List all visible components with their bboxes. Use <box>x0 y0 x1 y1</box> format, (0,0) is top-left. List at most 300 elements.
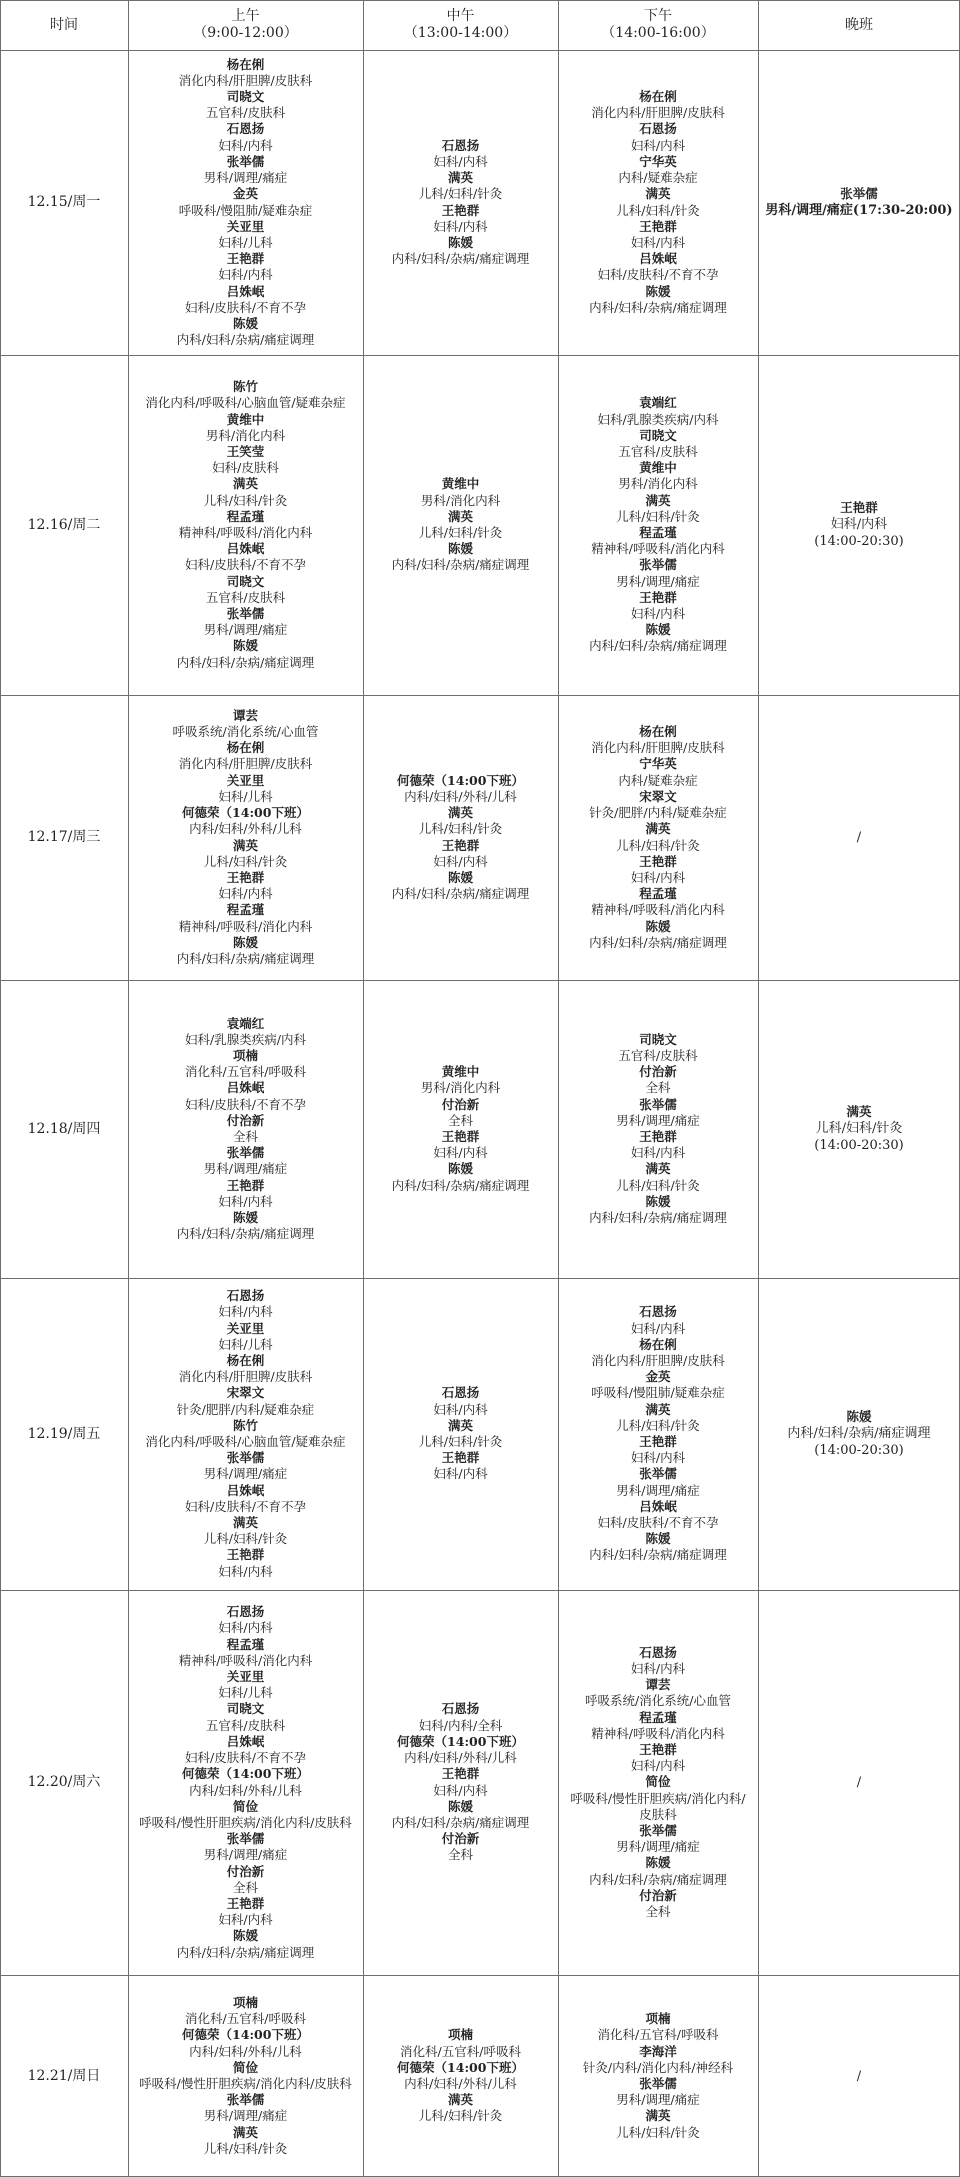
doctor-name: 吕姝岷 <box>226 283 265 299</box>
doctor-name: 王艳群 <box>840 499 878 515</box>
doctor-department: 男科/调理/痛症 <box>203 1161 288 1177</box>
doctor-name: 满英 <box>645 2108 671 2124</box>
night-shift-text: / <box>856 830 862 845</box>
doctor-name: 陈媛 <box>447 869 473 885</box>
doctor-name: 程孟瑾 <box>226 902 265 918</box>
doctor-department: 男科/消化内科 <box>420 492 501 508</box>
date-label: 12.19/周五 <box>27 1425 101 1442</box>
day-cell <box>0 695 128 980</box>
doctor-name: 石恩扬 <box>226 1604 265 1620</box>
doctor-department: 男科/调理/痛症 <box>616 1112 700 1128</box>
doctor-department-continued: 皮肤科 <box>639 1806 677 1822</box>
doctor-department: 消化内科/呼吸科/心脑血管/疑难杂症 <box>145 395 346 411</box>
doctor-name: 石恩扬 <box>441 1701 480 1717</box>
doctor-name: 付治新 <box>226 1863 265 1879</box>
doctor-name: 杨在俐 <box>226 56 265 72</box>
header-afternoon-cell <box>558 0 758 50</box>
doctor-name: 杨在俐 <box>226 1352 265 1368</box>
night-shift-text: 内科/妇科/杂病/痛症调理 <box>787 1426 931 1442</box>
doctor-department: 儿科/妇科/针灸 <box>616 1417 700 1433</box>
doctor-name: 陈媛 <box>232 1210 258 1226</box>
header-morning-time: （9:00-12:00） <box>193 25 298 41</box>
doctor-department: 全科 <box>645 1904 671 1920</box>
doctor-name: 王艳群 <box>226 1177 265 1193</box>
night-cell <box>758 1975 960 2177</box>
grid-line-horizontal <box>0 980 960 981</box>
grid-line-horizontal <box>0 695 960 696</box>
doctor-department: 内科/妇科/杂病/痛症调理 <box>391 1814 530 1830</box>
doctor-department: 妇科/内科 <box>630 137 686 153</box>
doctor-department: 男科/调理/痛症 <box>616 573 700 589</box>
doctor-name: 张举儒 <box>226 1831 265 1847</box>
doctor-name: 付治新 <box>226 1112 265 1128</box>
doctor-name: 满英 <box>645 821 671 837</box>
doctor-name: 金英 <box>232 186 258 202</box>
doctor-department: 妇科/内科 <box>630 869 686 885</box>
doctor-name: 王艳群 <box>441 1129 480 1144</box>
grid-line-vertical <box>128 0 129 2177</box>
doctor-department: 男科/消化内科 <box>205 427 286 443</box>
doctor-name: 项楠 <box>645 2011 671 2027</box>
doctor-department: 内科/妇科/杂病/痛症调理 <box>589 934 727 950</box>
day-cell <box>0 355 128 695</box>
day-cell <box>0 980 128 1278</box>
header-noon-label: 中午 <box>446 8 475 24</box>
night-shift-text: / <box>856 2068 862 2084</box>
morning-cell <box>128 1975 363 2177</box>
doctor-name: 付治新 <box>441 1096 480 1112</box>
day-cell <box>0 1278 128 1590</box>
afternoon-cell <box>558 695 758 980</box>
doctor-name: 李海洋 <box>639 2043 677 2059</box>
doctor-department: 妇科/内科 <box>433 1145 488 1161</box>
doctor-name: 杨在俐 <box>226 740 265 756</box>
grid-line-horizontal <box>0 0 960 1</box>
doctor-department: 儿科/妇科/针灸 <box>418 186 503 202</box>
doctor-name: 程孟瑾 <box>226 1636 265 1652</box>
doctor-department: 妇科/内科 <box>630 1450 686 1466</box>
grid-line-horizontal <box>0 1278 960 1279</box>
doctor-name: 满英 <box>645 1161 671 1177</box>
doctor-department: 男科/调理/痛症 <box>203 1847 288 1863</box>
doctor-name: 王艳群 <box>441 1766 480 1782</box>
doctor-name: 张举儒 <box>639 1096 677 1112</box>
doctor-department: 儿科/妇科/针灸 <box>616 837 700 853</box>
doctor-department: 针灸/肥胖/内科/疑难杂症 <box>589 805 727 821</box>
doctor-department: 妇科/内科 <box>630 1145 686 1161</box>
doctor-name: 简俭 <box>645 1774 671 1790</box>
doctor-name: 陈媛 <box>645 1531 671 1547</box>
grid-line-horizontal <box>0 1590 960 1591</box>
doctor-name: 袁端红 <box>226 1015 265 1031</box>
doctor-department: 内科/妇科/外科/儿科 <box>189 2043 302 2059</box>
doctor-department: 消化科/五官科/呼吸科 <box>185 1064 306 1080</box>
doctor-name: 杨在俐 <box>639 89 677 105</box>
doctor-department: 针灸/内科/消化内科/神经科 <box>582 2059 734 2075</box>
doctor-name: 满英 <box>645 1401 671 1417</box>
doctor-name: 满英 <box>232 837 258 853</box>
doctor-department: 消化内科/肝胆脾/皮肤科 <box>178 756 313 772</box>
doctor-department: 妇科/内科 <box>630 234 686 250</box>
afternoon-cell <box>558 50 758 355</box>
doctor-department: 男科/调理/痛症 <box>616 1839 700 1855</box>
afternoon-cell <box>558 355 758 695</box>
doctor-name: 满英 <box>232 476 258 492</box>
afternoon-cell <box>558 980 758 1278</box>
doctor-department: 妇科/内科/全科 <box>418 1717 503 1733</box>
doctor-name: 黄维中 <box>639 460 677 476</box>
night-cell <box>758 1590 960 1975</box>
night-cell <box>758 1278 960 1590</box>
doctor-department: 呼吸科/慢性肝胆疾病/消化内科/皮肤科 <box>139 1814 352 1830</box>
noon-cell <box>363 695 558 980</box>
doctor-name: 何德荣（14:00下班） <box>397 1733 524 1749</box>
doctor-name: 简俭 <box>232 1798 258 1814</box>
doctor-name: 司晓文 <box>226 1701 265 1717</box>
night-shift-time: (14:00-20:30) <box>814 1138 904 1154</box>
doctor-name: 石恩扬 <box>639 121 677 137</box>
doctor-department: 妇科/内科 <box>433 218 488 234</box>
doctor-name: 陈媛 <box>645 283 671 299</box>
doctor-department: 内科/妇科/杂病/痛症调理 <box>589 638 727 654</box>
doctor-name: 石恩扬 <box>441 1385 480 1401</box>
header-night-label: 晚班 <box>845 16 873 33</box>
doctor-department: 妇科/内科 <box>433 1466 488 1482</box>
doctor-department: 内科/妇科/杂病/痛症调理 <box>391 886 530 902</box>
header-time-label: 时间 <box>50 16 78 33</box>
doctor-department: 男科/调理/痛症 <box>616 1482 700 1498</box>
noon-cell <box>363 980 558 1278</box>
doctor-name: 何德荣（14:00下班） <box>182 1766 309 1782</box>
doctor-name: 付治新 <box>639 1064 677 1080</box>
doctor-department: 内科/妇科/外科/儿科 <box>189 1782 302 1798</box>
doctor-name: 吕姝岷 <box>226 1733 265 1749</box>
doctor-name: 张举儒 <box>639 557 677 573</box>
doctor-department: 妇科/乳腺类疾病/内科 <box>597 411 719 427</box>
doctor-name: 陈媛 <box>447 234 473 250</box>
date-label: 12.21/周日 <box>27 2067 101 2084</box>
doctor-department: 全科 <box>447 1847 473 1863</box>
doctor-name: 满英 <box>645 492 671 508</box>
doctor-department: 妇科/内科 <box>218 137 273 153</box>
doctor-department: 妇科/内科 <box>218 1563 273 1579</box>
doctor-department: 妇科/儿科 <box>218 234 273 250</box>
morning-cell <box>128 50 363 355</box>
doctor-name: 项楠 <box>232 1994 258 2010</box>
doctor-department: 妇科/皮肤科/不育不孕 <box>185 1750 306 1766</box>
doctor-name: 黄维中 <box>441 476 480 492</box>
doctor-name: 王艳群 <box>441 202 480 218</box>
night-shift-time: (14:00-20:30) <box>814 1443 904 1459</box>
noon-cell <box>363 50 558 355</box>
doctor-name: 张举儒 <box>226 1450 265 1466</box>
doctor-name: 满英 <box>232 1515 258 1531</box>
doctor-name: 司晓文 <box>226 89 265 105</box>
doctor-department: 儿科/妇科/针灸 <box>616 1177 700 1193</box>
doctor-name: 满英 <box>447 1417 473 1433</box>
doctor-name: 吕姝岷 <box>226 541 265 557</box>
grid-line-vertical <box>558 0 559 2177</box>
doctor-name: 陈媛 <box>447 1798 473 1814</box>
doctor-name: 程孟瑾 <box>226 508 265 524</box>
doctor-department: 内科/妇科/杂病/痛症调理 <box>176 950 315 966</box>
doctor-department: 男科/消化内科 <box>618 476 698 492</box>
doctor-name: 关亚里 <box>226 218 265 234</box>
doctor-department: 消化内科/肝胆脾/皮肤科 <box>591 1352 725 1368</box>
grid-line-vertical <box>0 0 1 2177</box>
doctor-department: 消化内科/肝胆脾/皮肤科 <box>591 105 725 121</box>
doctor-department: 儿科/妇科/针灸 <box>203 1531 288 1547</box>
doctor-name: 程孟瑾 <box>639 525 677 540</box>
doctor-name: 司晓文 <box>639 427 677 443</box>
doctor-name: 陈媛 <box>447 1161 473 1177</box>
doctor-name: 张举儒 <box>840 185 878 201</box>
night-cell <box>758 695 960 980</box>
doctor-department: 内科/妇科/杂病/痛症调理 <box>391 251 530 267</box>
day-cell <box>0 50 128 355</box>
night-cell <box>758 355 960 695</box>
doctor-name: 程孟瑾 <box>639 886 677 902</box>
doctor-department: 妇科/内科 <box>218 1620 273 1636</box>
doctor-name: 付治新 <box>441 1831 480 1847</box>
day-cell <box>0 1590 128 1975</box>
doctor-name: 王艳群 <box>639 1741 677 1757</box>
doctor-department: 呼吸科/慢性肝胆疾病/消化内科/ <box>570 1790 746 1806</box>
doctor-department: 妇科/皮肤科/不育不孕 <box>185 1096 306 1112</box>
day-cell <box>0 1975 128 2177</box>
afternoon-cell <box>558 1975 758 2177</box>
doctor-department: 男科/调理/痛症 <box>203 170 288 186</box>
doctor-name: 杨在俐 <box>639 1336 677 1352</box>
doctor-name: 张举儒 <box>226 606 265 622</box>
doctor-department: 五官科/皮肤科 <box>205 589 286 605</box>
doctor-department: 精神科/呼吸科/消化内科 <box>591 1725 725 1741</box>
doctor-name: 谭芸 <box>232 707 258 723</box>
header-morning-cell <box>128 0 363 50</box>
header-time-cell <box>0 0 128 50</box>
night-shift-text: / <box>856 1775 862 1790</box>
doctor-name: 何德荣（14:00下班） <box>182 2027 309 2043</box>
date-label: 12.18/周四 <box>27 1120 101 1137</box>
morning-cell <box>128 1278 363 1590</box>
doctor-department: 针灸/肥胖/内科/疑难杂症 <box>176 1401 315 1417</box>
morning-cell <box>128 1590 363 1975</box>
doctor-department: 妇科/内科 <box>630 606 686 622</box>
doctor-department: 五官科/皮肤科 <box>205 1717 286 1733</box>
doctor-name: 陈媛 <box>645 918 671 934</box>
doctor-department: 妇科/儿科 <box>218 1336 273 1352</box>
night-cell <box>758 980 960 1278</box>
doctor-name: 金英 <box>645 1369 671 1385</box>
doctor-name: 张举儒 <box>226 1145 265 1161</box>
doctor-department: 儿科/妇科/针灸 <box>203 853 288 869</box>
noon-cell <box>363 1590 558 1975</box>
doctor-department: 全科 <box>447 1112 473 1128</box>
doctor-department: 妇科/内科 <box>218 1193 273 1209</box>
date-label: 12.20/周六 <box>27 1774 101 1791</box>
doctor-department: 妇科/皮肤科/不育不孕 <box>185 557 306 573</box>
noon-cell <box>363 1278 558 1590</box>
doctor-name: 王艳群 <box>441 837 480 853</box>
morning-cell <box>128 695 363 980</box>
doctor-department: 儿科/妇科/针灸 <box>203 2140 288 2156</box>
doctor-name: 何德荣（14:00下班） <box>397 772 524 788</box>
doctor-name: 陈媛 <box>447 541 473 557</box>
doctor-department: 妇科/内科 <box>218 1912 273 1928</box>
doctor-department: 全科 <box>232 1879 258 1895</box>
doctor-department: 精神科/呼吸科/消化内科 <box>591 541 725 557</box>
doctor-department: 男科/调理/痛症 <box>203 2108 288 2124</box>
afternoon-cell <box>558 1590 758 1975</box>
grid-line-horizontal <box>0 1975 960 1976</box>
header-morning-label: 上午 <box>231 8 260 24</box>
doctor-name: 陈媛 <box>846 1408 872 1424</box>
header-afternoon-label: 下午 <box>644 8 672 24</box>
doctor-name: 宋翠文 <box>226 1385 265 1401</box>
doctor-department: 妇科/内科 <box>433 1401 488 1417</box>
doctor-name: 宁华英 <box>639 153 677 169</box>
doctor-name: 何德荣（14:00下班） <box>397 2059 524 2075</box>
doctor-name: 张举儒 <box>639 1466 677 1482</box>
doctor-department: 儿科/妇科/针灸 <box>616 508 700 524</box>
header-afternoon-time: （14:00-16:00） <box>601 25 715 41</box>
grid-line-horizontal <box>0 50 960 51</box>
morning-cell <box>128 980 363 1278</box>
doctor-department: 消化内科/肝胆脾/皮肤科 <box>178 72 313 88</box>
doctor-name: 袁端红 <box>639 395 677 411</box>
doctor-name: 吕姝岷 <box>639 251 677 267</box>
doctor-name: 石恩扬 <box>639 1304 677 1320</box>
doctor-department: 妇科/内科 <box>630 1320 686 1336</box>
doctor-name: 满英 <box>232 2124 258 2140</box>
doctor-department: 妇科/内科 <box>630 1660 686 1676</box>
doctor-department: 儿科/妇科/针灸 <box>418 2108 503 2124</box>
doctor-department: 妇科/皮肤科 <box>212 460 279 476</box>
noon-cell <box>363 1975 558 2177</box>
doctor-name: 黄维中 <box>226 411 265 427</box>
doctor-department: 儿科/妇科/针灸 <box>418 821 503 837</box>
doctor-department: 内科/妇科/杂病/痛症调理 <box>589 1547 727 1563</box>
doctor-department: 五官科/皮肤科 <box>205 105 286 121</box>
doctor-name: 陈媛 <box>232 638 258 654</box>
doctor-department: 精神科/呼吸科/消化内科 <box>178 1652 313 1668</box>
doctor-name: 宁华英 <box>639 756 677 772</box>
doctor-department: 五官科/皮肤科 <box>618 443 698 459</box>
doctor-department: 男科/调理/痛症 <box>616 2092 700 2108</box>
night-shift-time: (14:00-20:30) <box>814 534 904 550</box>
doctor-name: 王艳群 <box>639 1434 677 1449</box>
doctor-name: 王艳群 <box>226 1547 265 1563</box>
doctor-department: 全科 <box>645 1080 671 1096</box>
doctor-department: 内科/妇科/外科/儿科 <box>404 2076 517 2091</box>
doctor-name: 王艳群 <box>639 218 677 234</box>
doctor-name: 王艳群 <box>226 251 265 267</box>
doctor-department: 内科/妇科/杂病/痛症调理 <box>589 1871 727 1887</box>
doctor-department: 儿科/妇科/针灸 <box>616 2124 700 2140</box>
doctor-department: 消化内科/肝胆脾/皮肤科 <box>178 1369 313 1385</box>
doctor-department: 内科/妇科/外科/儿科 <box>404 788 517 804</box>
doctor-name: 陈媛 <box>232 934 258 950</box>
doctor-name: 简俭 <box>232 2059 258 2075</box>
doctor-department: 妇科/内科 <box>218 886 273 902</box>
doctor-department: 内科/妇科/杂病/痛症调理 <box>589 1210 727 1226</box>
doctor-department: 消化科/五官科/呼吸科 <box>400 2043 521 2059</box>
doctor-name: 陈媛 <box>645 622 671 638</box>
doctor-name: 陈竹 <box>232 1417 258 1433</box>
doctor-name: 陈媛 <box>232 315 258 331</box>
doctor-department: 内科/妇科/杂病/痛症调理 <box>589 299 727 315</box>
doctor-name: 王艳群 <box>639 589 677 605</box>
doctor-department: 消化科/五官科/呼吸科 <box>597 2027 719 2043</box>
doctor-name: 张举儒 <box>226 153 265 169</box>
doctor-department: 内科/妇科/杂病/痛症调理 <box>176 1944 315 1960</box>
doctor-department: 消化科/五官科/呼吸科 <box>185 2011 306 2027</box>
doctor-name: 司晓文 <box>639 1031 677 1047</box>
doctor-department: 五官科/皮肤科 <box>618 1047 698 1063</box>
date-label: 12.15/周一 <box>27 194 101 211</box>
doctor-name: 满英 <box>645 186 671 202</box>
doctor-department: 儿科/妇科/针灸 <box>203 492 288 508</box>
doctor-name: 石恩扬 <box>639 1644 677 1660</box>
doctor-name: 杨在俐 <box>639 724 677 740</box>
doctor-name: 满英 <box>447 170 473 186</box>
doctor-name: 陈竹 <box>232 379 258 395</box>
doctor-name: 黄维中 <box>441 1064 480 1080</box>
doctor-name: 张举儒 <box>639 1823 677 1838</box>
date-label: 12.17/周三 <box>27 829 101 846</box>
doctor-department: 精神科/呼吸科/消化内科 <box>591 902 725 918</box>
doctor-department: 内科/妇科/杂病/痛症调理 <box>176 654 315 670</box>
night-shift-text: 男科/调理/痛症(17:30-20:00) <box>765 203 953 219</box>
doctor-department: 内科/妇科/外科/儿科 <box>404 1750 517 1766</box>
doctor-department: 内科/妇科/杂病/痛症调理 <box>176 332 315 348</box>
doctor-department: 呼吸科/慢性肝胆疾病/消化内科/皮肤科 <box>139 2076 352 2091</box>
doctor-department: 消化内科/肝胆脾/皮肤科 <box>591 740 725 756</box>
doctor-department: 呼吸系统/消化系统/心血管 <box>585 1693 731 1709</box>
doctor-name: 石恩扬 <box>441 137 480 153</box>
doctor-name: 吕姝岷 <box>639 1498 677 1514</box>
doctor-department: 内科/妇科/杂病/痛症调理 <box>391 1177 530 1193</box>
doctor-department: 内科/疑难杂症 <box>618 170 698 186</box>
doctor-department: 妇科/皮肤科/不育不孕 <box>185 1498 306 1514</box>
doctor-department: 内科/妇科/杂病/痛症调理 <box>176 1226 315 1242</box>
doctor-department: 妇科/内科 <box>433 1782 488 1798</box>
doctor-name: 王艳群 <box>639 1129 677 1144</box>
doctor-name: 付治新 <box>639 1887 677 1903</box>
doctor-department: 妇科/内科 <box>630 1758 686 1774</box>
doctor-name: 王笑莹 <box>226 443 265 459</box>
doctor-name: 关亚里 <box>226 1320 265 1336</box>
doctor-department: 全科 <box>232 1129 258 1144</box>
doctor-department: 妇科/儿科 <box>218 788 273 804</box>
doctor-name: 关亚里 <box>226 772 265 788</box>
header-night-cell <box>758 0 960 50</box>
doctor-department: 内科/疑难杂症 <box>618 772 698 788</box>
doctor-department: 儿科/妇科/针灸 <box>616 202 700 218</box>
doctor-department: 妇科/儿科 <box>218 1685 273 1701</box>
doctor-name: 宋翠文 <box>639 788 677 804</box>
doctor-department: 妇科/乳腺类疾病/内科 <box>185 1031 306 1047</box>
doctor-name: 张举儒 <box>639 2076 677 2091</box>
grid-line-vertical <box>363 0 364 2177</box>
doctor-name: 司晓文 <box>226 573 265 589</box>
doctor-department: 妇科/皮肤科/不育不孕 <box>185 299 306 315</box>
doctor-department: 妇科/内科 <box>433 853 488 869</box>
doctor-name: 石恩扬 <box>226 1288 265 1304</box>
header-noon-time: （13:00-14:00） <box>403 25 518 41</box>
doctor-name: 项楠 <box>232 1047 258 1063</box>
doctor-name: 吕姝岷 <box>226 1482 265 1498</box>
